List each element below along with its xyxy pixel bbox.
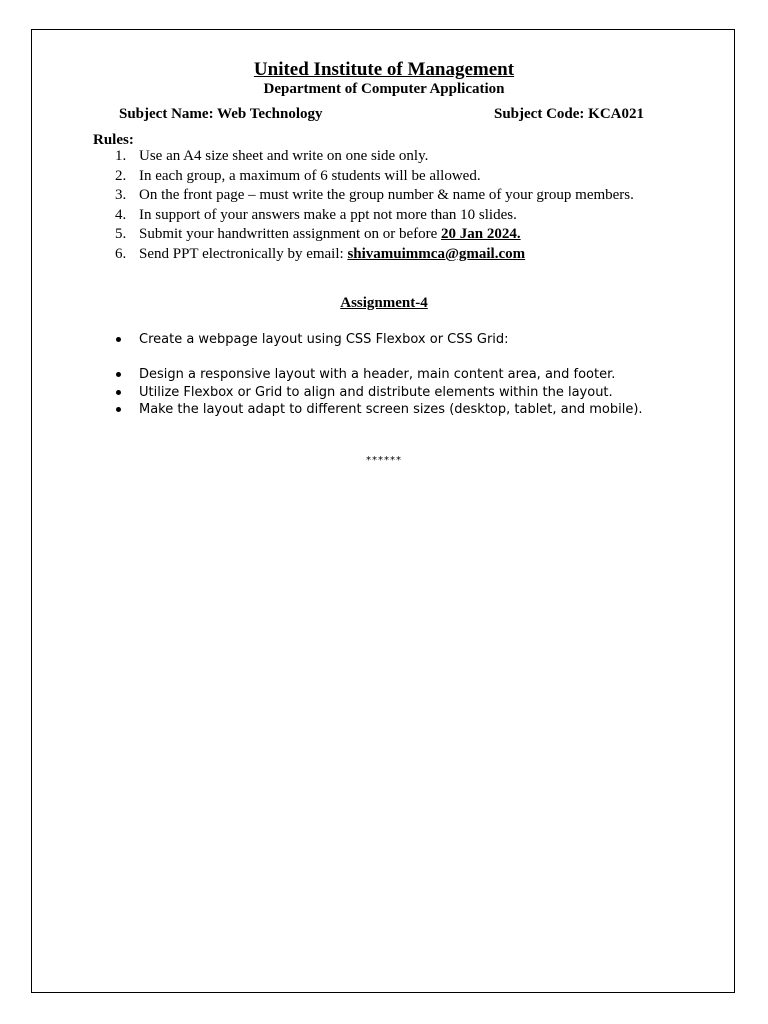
- bullet-text: Design a responsive layout with a header, main content area, and footer.: [139, 367, 616, 382]
- list-item: [0, 331, 768, 349]
- bullet-icon: [116, 390, 121, 395]
- department-name: Department of Computer Application: [263, 81, 505, 97]
- rule-item: [0, 167, 768, 187]
- rule-number: 5.: [115, 226, 127, 242]
- subject-code: Subject Code: KCA021: [494, 106, 644, 122]
- bullet-text: Make the layout adapt to different screen sizes (desktop, tablet, and mobile).: [139, 402, 643, 417]
- rule-text: [139, 186, 634, 206]
- deadline-date: 20 Jan 2024.: [441, 226, 521, 242]
- rule-number: 1.: [115, 148, 127, 164]
- bullet-text: Create a webpage layout using CSS Flexbox or CSS Grid:: [139, 332, 509, 347]
- rule-item: [0, 206, 768, 226]
- rule-text-content: In each group, a maximum of 6 students will be allowed.: [139, 167, 481, 184]
- rule-text: [139, 206, 517, 226]
- rule-text-content: Use an A4 size sheet and write on one side only.: [139, 148, 429, 164]
- rule-text-content: On the front page – must write the group number & name of your group members.: [139, 187, 634, 203]
- rule-item: [0, 186, 768, 206]
- rule-number: 6.: [115, 245, 127, 262]
- bullet-icon: [116, 337, 121, 342]
- subject-name: Subject Name: Web Technology: [119, 106, 323, 122]
- rule-number: 3.: [115, 187, 127, 203]
- end-marker: ******: [366, 455, 402, 466]
- rule-text: [139, 167, 481, 187]
- bullet-icon: [116, 407, 121, 412]
- assignment-heading: Assignment-4: [340, 295, 428, 311]
- rule-item: [0, 245, 768, 265]
- rule-text-content: Send PPT electronically by email:: [139, 245, 348, 262]
- rules-heading: Rules:: [93, 132, 134, 148]
- bullet-icon: [116, 372, 121, 377]
- rule-number: 4.: [115, 206, 127, 223]
- rule-text-content: In support of your answers make a ppt not more than 10 slides.: [139, 206, 517, 223]
- institute-title: United Institute of Management: [253, 59, 515, 80]
- rules-list: [0, 147, 768, 264]
- rule-item: [0, 147, 768, 167]
- email-link[interactable]: shivamuimmca@gmail.com: [347, 245, 526, 262]
- list-item: [0, 384, 768, 402]
- list-item: [0, 401, 768, 419]
- rule-text: [139, 225, 521, 245]
- rule-number: 2.: [115, 167, 127, 184]
- rule-item: [0, 225, 768, 245]
- bullet-text: Utilize Flexbox or Grid to align and distribute elements within the layout.: [139, 385, 613, 400]
- rule-text: [139, 245, 525, 265]
- rule-text: [139, 147, 428, 167]
- list-item: [0, 366, 768, 384]
- rule-text-content: Submit your handwritten assignment on or before: [139, 226, 442, 242]
